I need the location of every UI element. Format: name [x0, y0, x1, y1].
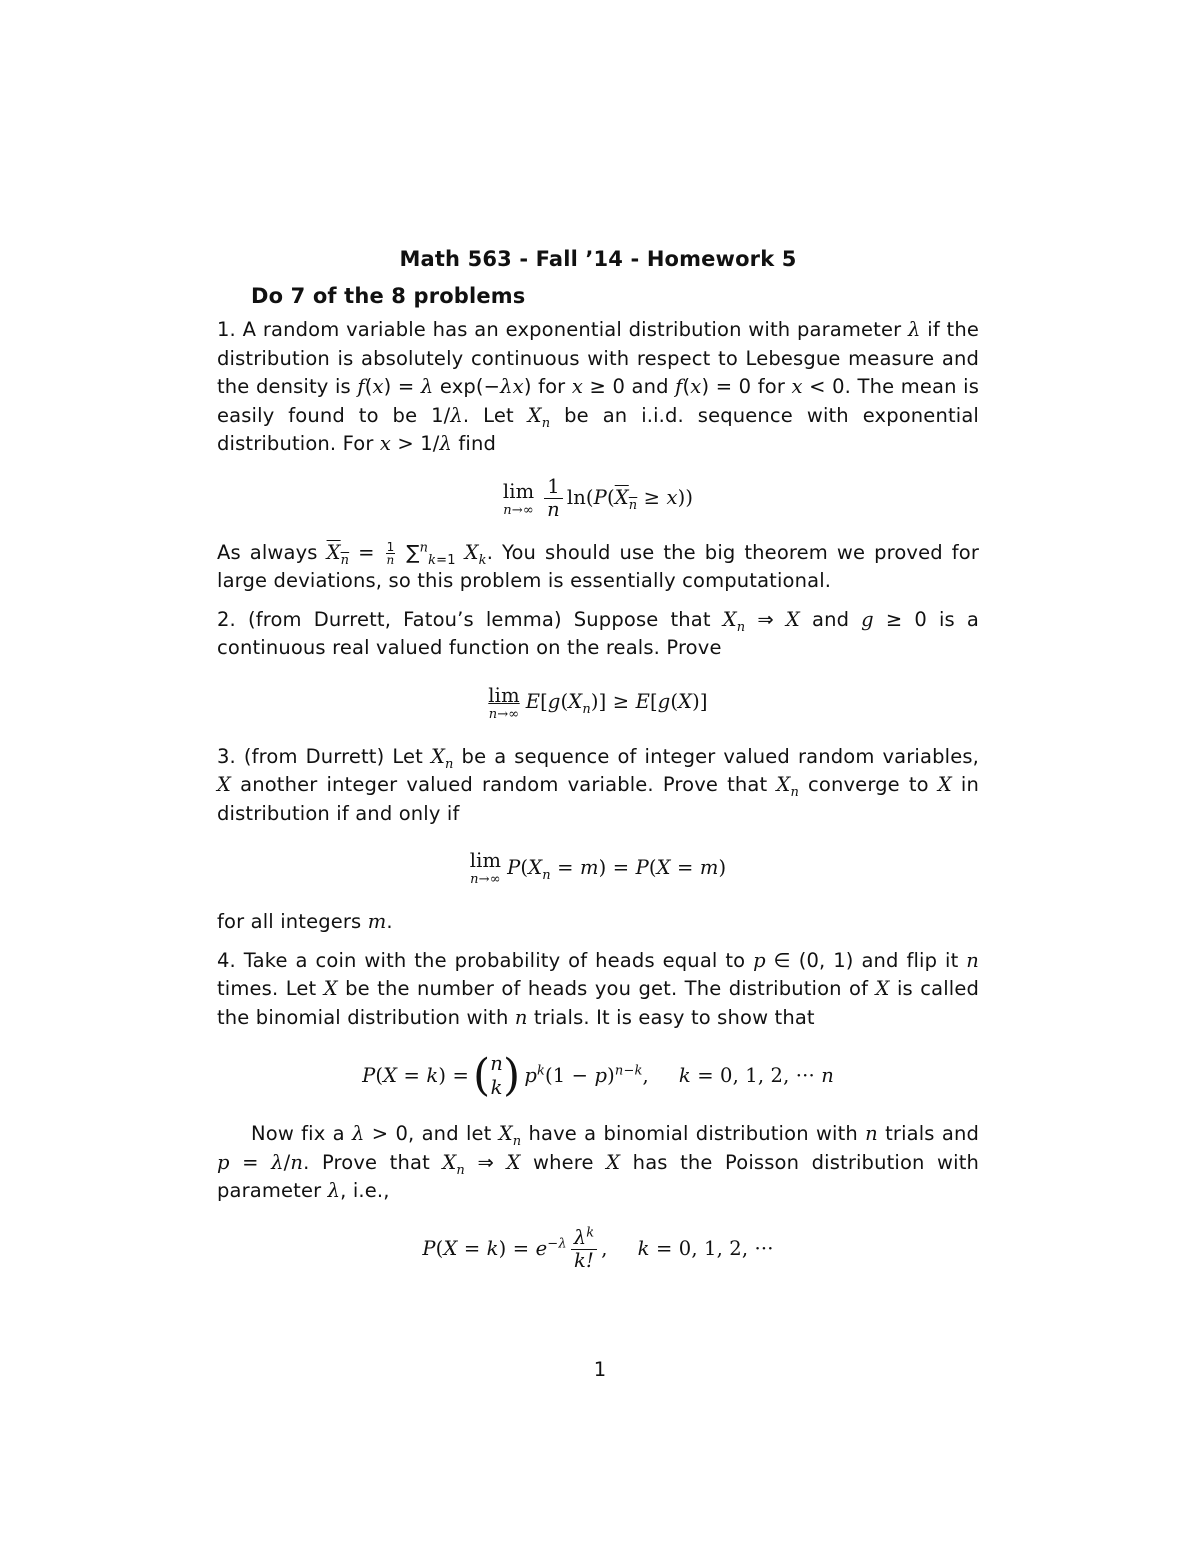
problem-4-statement: 4. Take a coin with the probability of heads equal to p ∈ (0, 1) and flip it n times. Let X be the number of heads you get. The distribution of X is called the binomial distribution with n trials. It is easy to show that	[217, 948, 980, 1029]
problem-4-continuation: Now fix a λ > 0, and let $X_n$ have a binomial distribution with n trials and p = λ/n. Prove that $X_n$ ⇒ X where X has the Poisson distribution with parameter λ, i.e.,	[217, 1122, 980, 1202]
document-page	[217, 245, 979, 1290]
instructions-heading: Do 7 of the 8 problems	[251, 283, 526, 308]
problem-3-note: for all integers m.	[217, 910, 393, 933]
problem-3-formula: lim n→∞ $P(X_n = m) = P(X = m)$	[469, 849, 727, 887]
problem-1-note: As always $X_n$ = $\frac{1}{n}$ ∑$^n_{k=1}$ $X_k$. You should use the big theorem we proved for large deviations, so this problem is essentially computational.	[217, 539, 980, 592]
problem-4-poisson-formula: $P(X = k) = e^{-\lambda}$ $\frac{\lambda^k}{k!}$ , k = 0, 1, 2, ···	[422, 1225, 774, 1272]
problem-1-formula: lim n→∞ $\frac{1}{n}$ $\ln(P(X_n \ge x))$	[502, 475, 694, 521]
problem-2-formula: lim n→∞ $E[g(X_n)] \ge E[g(X)]$	[488, 683, 708, 722]
page-title: Math 563 - Fall ’14 - Homework 5	[399, 247, 797, 271]
problem-2-statement: 2. (from Durrett, Fatou’s lemma) Suppose that $X_n$ ⇒ X and g ≥ 0 is a continuous real valued function on the reals. Prove	[217, 607, 980, 659]
problem-3-statement: 3. (from Durrett) Let $X_n$ be a sequence of integer valued random variables, X another integer valued random variable. Prove that $X_n$ converge to X in distribution if and only if	[217, 744, 979, 825]
problem-4-binomial-formula: P(X = k) = ( n k ) $p^k(1 - p)^{n-k}$, k = 0, 1, 2, ··· n	[362, 1050, 834, 1101]
problem-1-statement: 1. A random variable has an exponential distribution with parameter λ if the distribution is absolutely continuous with respect to Lebesgue measure and the density is f(x) = λ exp(−λx) for x ≥ 0 and f(x) = 0 for x < 0. The mean is easily found to be 1/λ. Let $X_n$ be an i.i.d. sequence with exponential distribution. For x > 1/λ find	[217, 318, 980, 455]
page-number: 1	[593, 1358, 607, 1381]
